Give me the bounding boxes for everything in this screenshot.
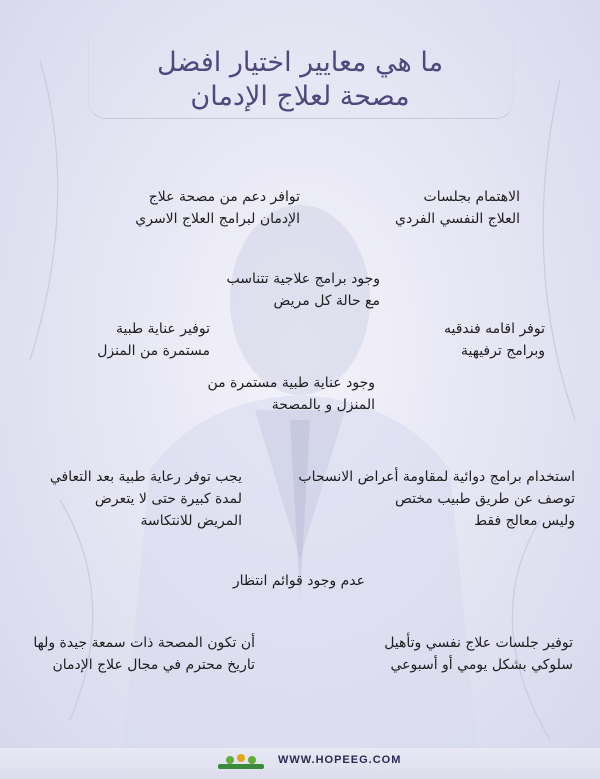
criterion-family-support: توافر دعم من مصحة علاج الإدمان لبرامج العلاج الاسري: [135, 189, 300, 227]
criterion-withdrawal-medication: استخدام برامج دوائية لمقاومة أعراض الانسحاب توصف عن طريق طبيب مختص وليس معالج فقط: [298, 469, 575, 529]
criterion-tailored-programs: وجود برامج علاجية تتناسب مع حالة كل مريض: [226, 271, 380, 309]
title-line-1: ما هي معايير اختيار افضل: [156, 47, 444, 78]
criterion-individual-therapy: الاهتمام بجلسات العلاج النفسي الفردي: [395, 189, 520, 227]
criterion-hotel-stay: توفر اقامه فندقيه وبرامج ترفيهية: [444, 321, 545, 359]
criterion-good-reputation: أن تكون المصحة ذات سمعة جيدة ولها تاريخ محترم في مجال علاج الإدمان: [33, 635, 255, 673]
title-line-2: مصحة لعلاج الإدمان: [190, 81, 410, 112]
criterion-continuous-care: وجود عناية طبية مستمرة من المنزل و بالمصحة: [207, 375, 375, 413]
website-link[interactable]: WWW.HOPEEG.COM: [278, 754, 402, 766]
page-title: [88, 46, 512, 114]
criterion-no-waiting-list: عدم وجود قوائم انتظار: [232, 573, 365, 589]
hope-logo-icon: [216, 752, 266, 772]
criterion-behavioral-sessions: توفير جلسات علاج نفسي وتأهيل سلوكي بشكل يومي أو أسبوعي: [384, 635, 573, 673]
criterion-aftercare: يجب توفر رعاية طبية بعد التعافي لمدة كبيرة حتى لا يتعرض المريض للانتكاسة: [49, 469, 242, 529]
criterion-home-care: توفير عناية طبية مستمرة من المنزل: [97, 321, 210, 359]
